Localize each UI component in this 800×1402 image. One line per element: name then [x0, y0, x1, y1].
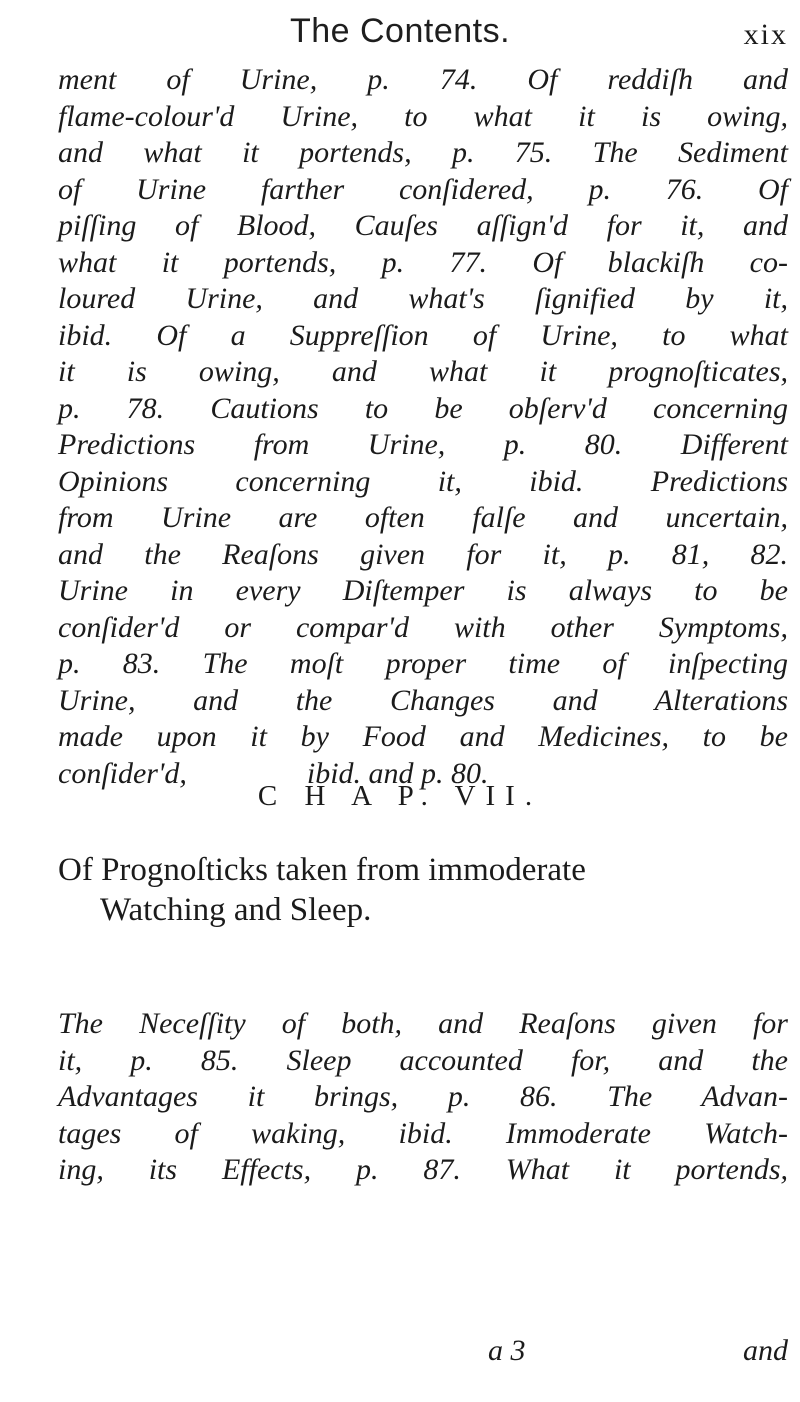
- text-line: of Urine farther conſidered, p. 76. Of: [58, 172, 788, 206]
- text-line: Opinions concerning it, ibid. Predictions: [58, 464, 788, 498]
- text-line: Advantages it brings, p. 86. The Advan-: [58, 1080, 788, 1113]
- text-line: flame-colour'd Urine, to what it is owing,: [58, 99, 788, 133]
- chapter-title-line: Of Prognoſticks taken from immoderate: [58, 852, 586, 888]
- chapter-heading: C H A P. VII.: [257, 780, 543, 812]
- text-line: piſſing of Blood, Cauſes aſſign'd for it, and: [58, 209, 788, 242]
- text-line: tages of waking, ibid. Immoderate Watch-: [58, 1116, 788, 1150]
- text-line: it is owing, and what it prognoſticates,: [58, 355, 788, 388]
- text-line: loured Urine, and what's ſignified by it,: [58, 282, 788, 315]
- text-line: from Urine are often falſe and uncertain,: [58, 501, 788, 534]
- text-line: p. 78. Cautions to be obſerv'd concerning: [58, 391, 788, 425]
- text-line: made upon it by Food and Medicines, to be: [58, 720, 788, 753]
- chapter-title-line: Watching and Sleep.: [100, 892, 372, 928]
- text-line: Predictions from Urine, p. 80. Different: [58, 428, 788, 461]
- text-line: ibid. Of a Suppreſſion of Urine, to what: [58, 318, 788, 352]
- running-title: The Contents.: [289, 12, 511, 50]
- contents-entries-chapter-vii: [58, 1006, 788, 1189]
- catchword: and: [743, 1334, 788, 1367]
- text-line: The Neceſſity of both, and Reaſons given for: [58, 1007, 788, 1040]
- chapter-title: [58, 850, 788, 930]
- contents-entries-chapter-vi: [58, 62, 788, 792]
- page-number: xix: [743, 18, 788, 51]
- text-line: Urine, and the Changes and Alterations: [58, 683, 788, 717]
- text-line: and what it portends, p. 75. The Sediment: [58, 136, 788, 169]
- text-line: ment of Urine, p. 74. Of reddiſh and: [58, 63, 788, 96]
- page-footer: [58, 1334, 788, 1370]
- text-line: it, p. 85. Sleep accounted for, and the: [58, 1043, 788, 1077]
- text-line: and the Reaſons given for it, p. 81, 82.: [58, 537, 788, 571]
- text-line: ing, its Effects, p. 87. What it portends,: [58, 1153, 788, 1186]
- running-head: [0, 8, 800, 54]
- text-line: conſider'd, ibid. and p. 80.: [58, 756, 489, 790]
- text-line: what it portends, p. 77. Of blackiſh co-: [58, 245, 788, 279]
- text-line: conſider'd or compar'd with other Symptoms,: [58, 610, 788, 644]
- text-line: p. 83. The moſt proper time of inſpecting: [58, 647, 788, 680]
- signature-mark: a 3: [488, 1334, 526, 1367]
- text-line: Urine in every Diſtemper is always to be: [58, 574, 788, 607]
